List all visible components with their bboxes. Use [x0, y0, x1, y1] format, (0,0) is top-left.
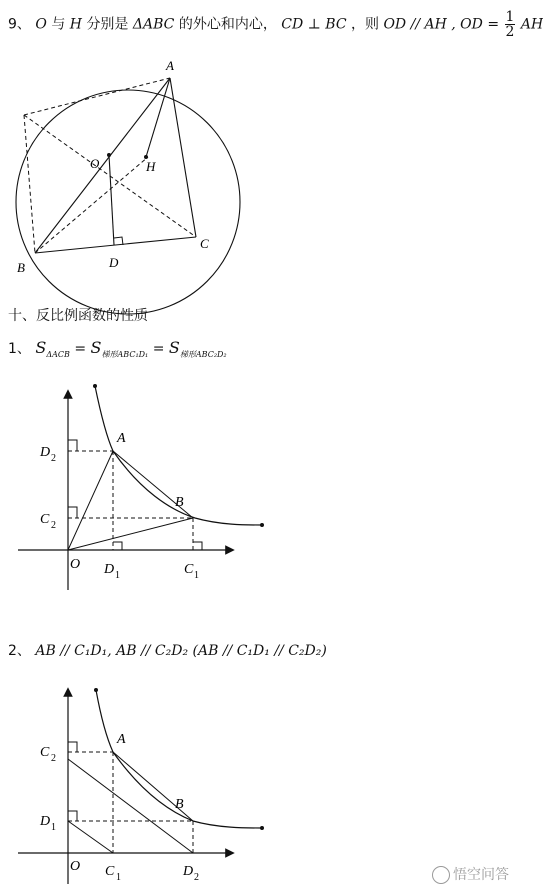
- area-symbol: S: [35, 338, 47, 357]
- label-d1-sub: 1: [115, 570, 120, 581]
- watermark-text: 悟空问答: [453, 867, 509, 883]
- label-c: C: [200, 236, 209, 251]
- item9-desc: 分别是: [86, 16, 129, 33]
- label-d2: D: [183, 864, 194, 879]
- equals-sign: =: [152, 341, 165, 357]
- segment-d1c1: [68, 821, 113, 853]
- watermark: [432, 864, 509, 884]
- curve-endpoint: [93, 384, 97, 388]
- item9-fraction: [505, 10, 516, 39]
- property2-text: AB // C₁D₁, AB // C₂D₂ (AB // C₁D₁ // C₂D₂): [35, 643, 327, 659]
- equals-sign: =: [74, 341, 87, 357]
- label-b: B: [175, 495, 184, 510]
- right-angle-mark: [68, 742, 77, 752]
- item9-cond: CD ⊥ BC: [281, 16, 347, 33]
- curve-endpoint: [94, 688, 98, 692]
- figure-hyperbola-1: [0, 380, 530, 610]
- property2-number: 2、: [8, 643, 31, 659]
- label-c1-sub: 1: [116, 872, 121, 883]
- point-o: [107, 153, 111, 157]
- item9-yu: 与: [51, 16, 66, 33]
- sub-trap1: 梯形ABC₁D₁: [101, 349, 149, 359]
- side-ac: [170, 78, 196, 237]
- dashed-line: [24, 115, 35, 253]
- item9-res1: OD // AH: [383, 16, 447, 33]
- segment-od: [109, 155, 114, 245]
- right-angle-mark: [193, 542, 202, 550]
- right-angle-mark: [68, 440, 77, 451]
- item9-ze: ，则: [351, 16, 379, 33]
- label-d1: D: [40, 814, 51, 829]
- segment-oa: [68, 451, 113, 550]
- label-c2-sub: 2: [51, 753, 56, 764]
- property1-number: 1、: [8, 341, 31, 357]
- item9-statement: [8, 10, 543, 40]
- label-b: B: [175, 797, 184, 812]
- label-d2-sub: 2: [194, 872, 199, 883]
- label-h: H: [146, 159, 156, 174]
- watermark-logo-icon: [432, 866, 450, 884]
- label-a: A: [117, 431, 126, 446]
- figure-circumcircle: [0, 45, 530, 305]
- label-b: B: [17, 260, 25, 275]
- fraction-denominator: 2: [505, 24, 515, 40]
- right-angle-mark: [114, 237, 123, 245]
- right-angle-mark: [68, 811, 77, 821]
- label-d1: D: [104, 562, 115, 577]
- item9-number: 9、: [8, 16, 31, 33]
- label-d: D: [109, 255, 119, 270]
- area-symbol: S: [168, 338, 180, 357]
- item9-h: H: [69, 16, 82, 33]
- label-a: A: [166, 58, 174, 73]
- item9-desc2: 的外心和内心，: [178, 16, 277, 33]
- item9-res3: AH: [520, 16, 543, 33]
- segment-ah: [146, 78, 170, 157]
- label-d2: D: [40, 445, 51, 460]
- right-angle-mark: [68, 507, 77, 518]
- item9-res2: , OD =: [451, 16, 500, 33]
- label-o: O: [70, 557, 81, 572]
- segment-ob: [68, 518, 193, 550]
- label-c1-sub: 1: [194, 570, 199, 581]
- item9-o: O: [35, 16, 47, 33]
- dashed-line: [24, 78, 170, 115]
- label-c2: C: [40, 745, 50, 760]
- right-angle-mark: [113, 542, 122, 550]
- label-d1-sub: 1: [51, 822, 56, 833]
- dashed-line: [35, 157, 148, 253]
- label-d2-sub: 2: [51, 453, 56, 464]
- sub-acb: ΔACB: [46, 349, 70, 359]
- circumcircle: [16, 90, 240, 314]
- label-c1: C: [105, 864, 115, 879]
- label-c2: C: [40, 512, 50, 527]
- property2-statement: [8, 640, 327, 662]
- label-o: O: [70, 859, 81, 874]
- figure-hyperbola-2: [0, 678, 530, 888]
- label-c2-sub: 2: [51, 520, 56, 531]
- curve-endpoint: [260, 523, 264, 527]
- label-o: O: [90, 156, 100, 171]
- item9-tri: ΔABC: [132, 16, 175, 33]
- curve-endpoint: [260, 826, 264, 830]
- side-bc: [35, 237, 196, 253]
- sub-trap2: 梯形ABC₂D₂: [179, 349, 227, 359]
- label-a: A: [117, 732, 126, 747]
- section-title: 十、反比例函数的性质: [8, 308, 148, 324]
- fraction-numerator: 1: [505, 9, 515, 25]
- area-symbol: S: [90, 338, 102, 357]
- property1-formula: [8, 337, 227, 366]
- label-c1: C: [184, 562, 194, 577]
